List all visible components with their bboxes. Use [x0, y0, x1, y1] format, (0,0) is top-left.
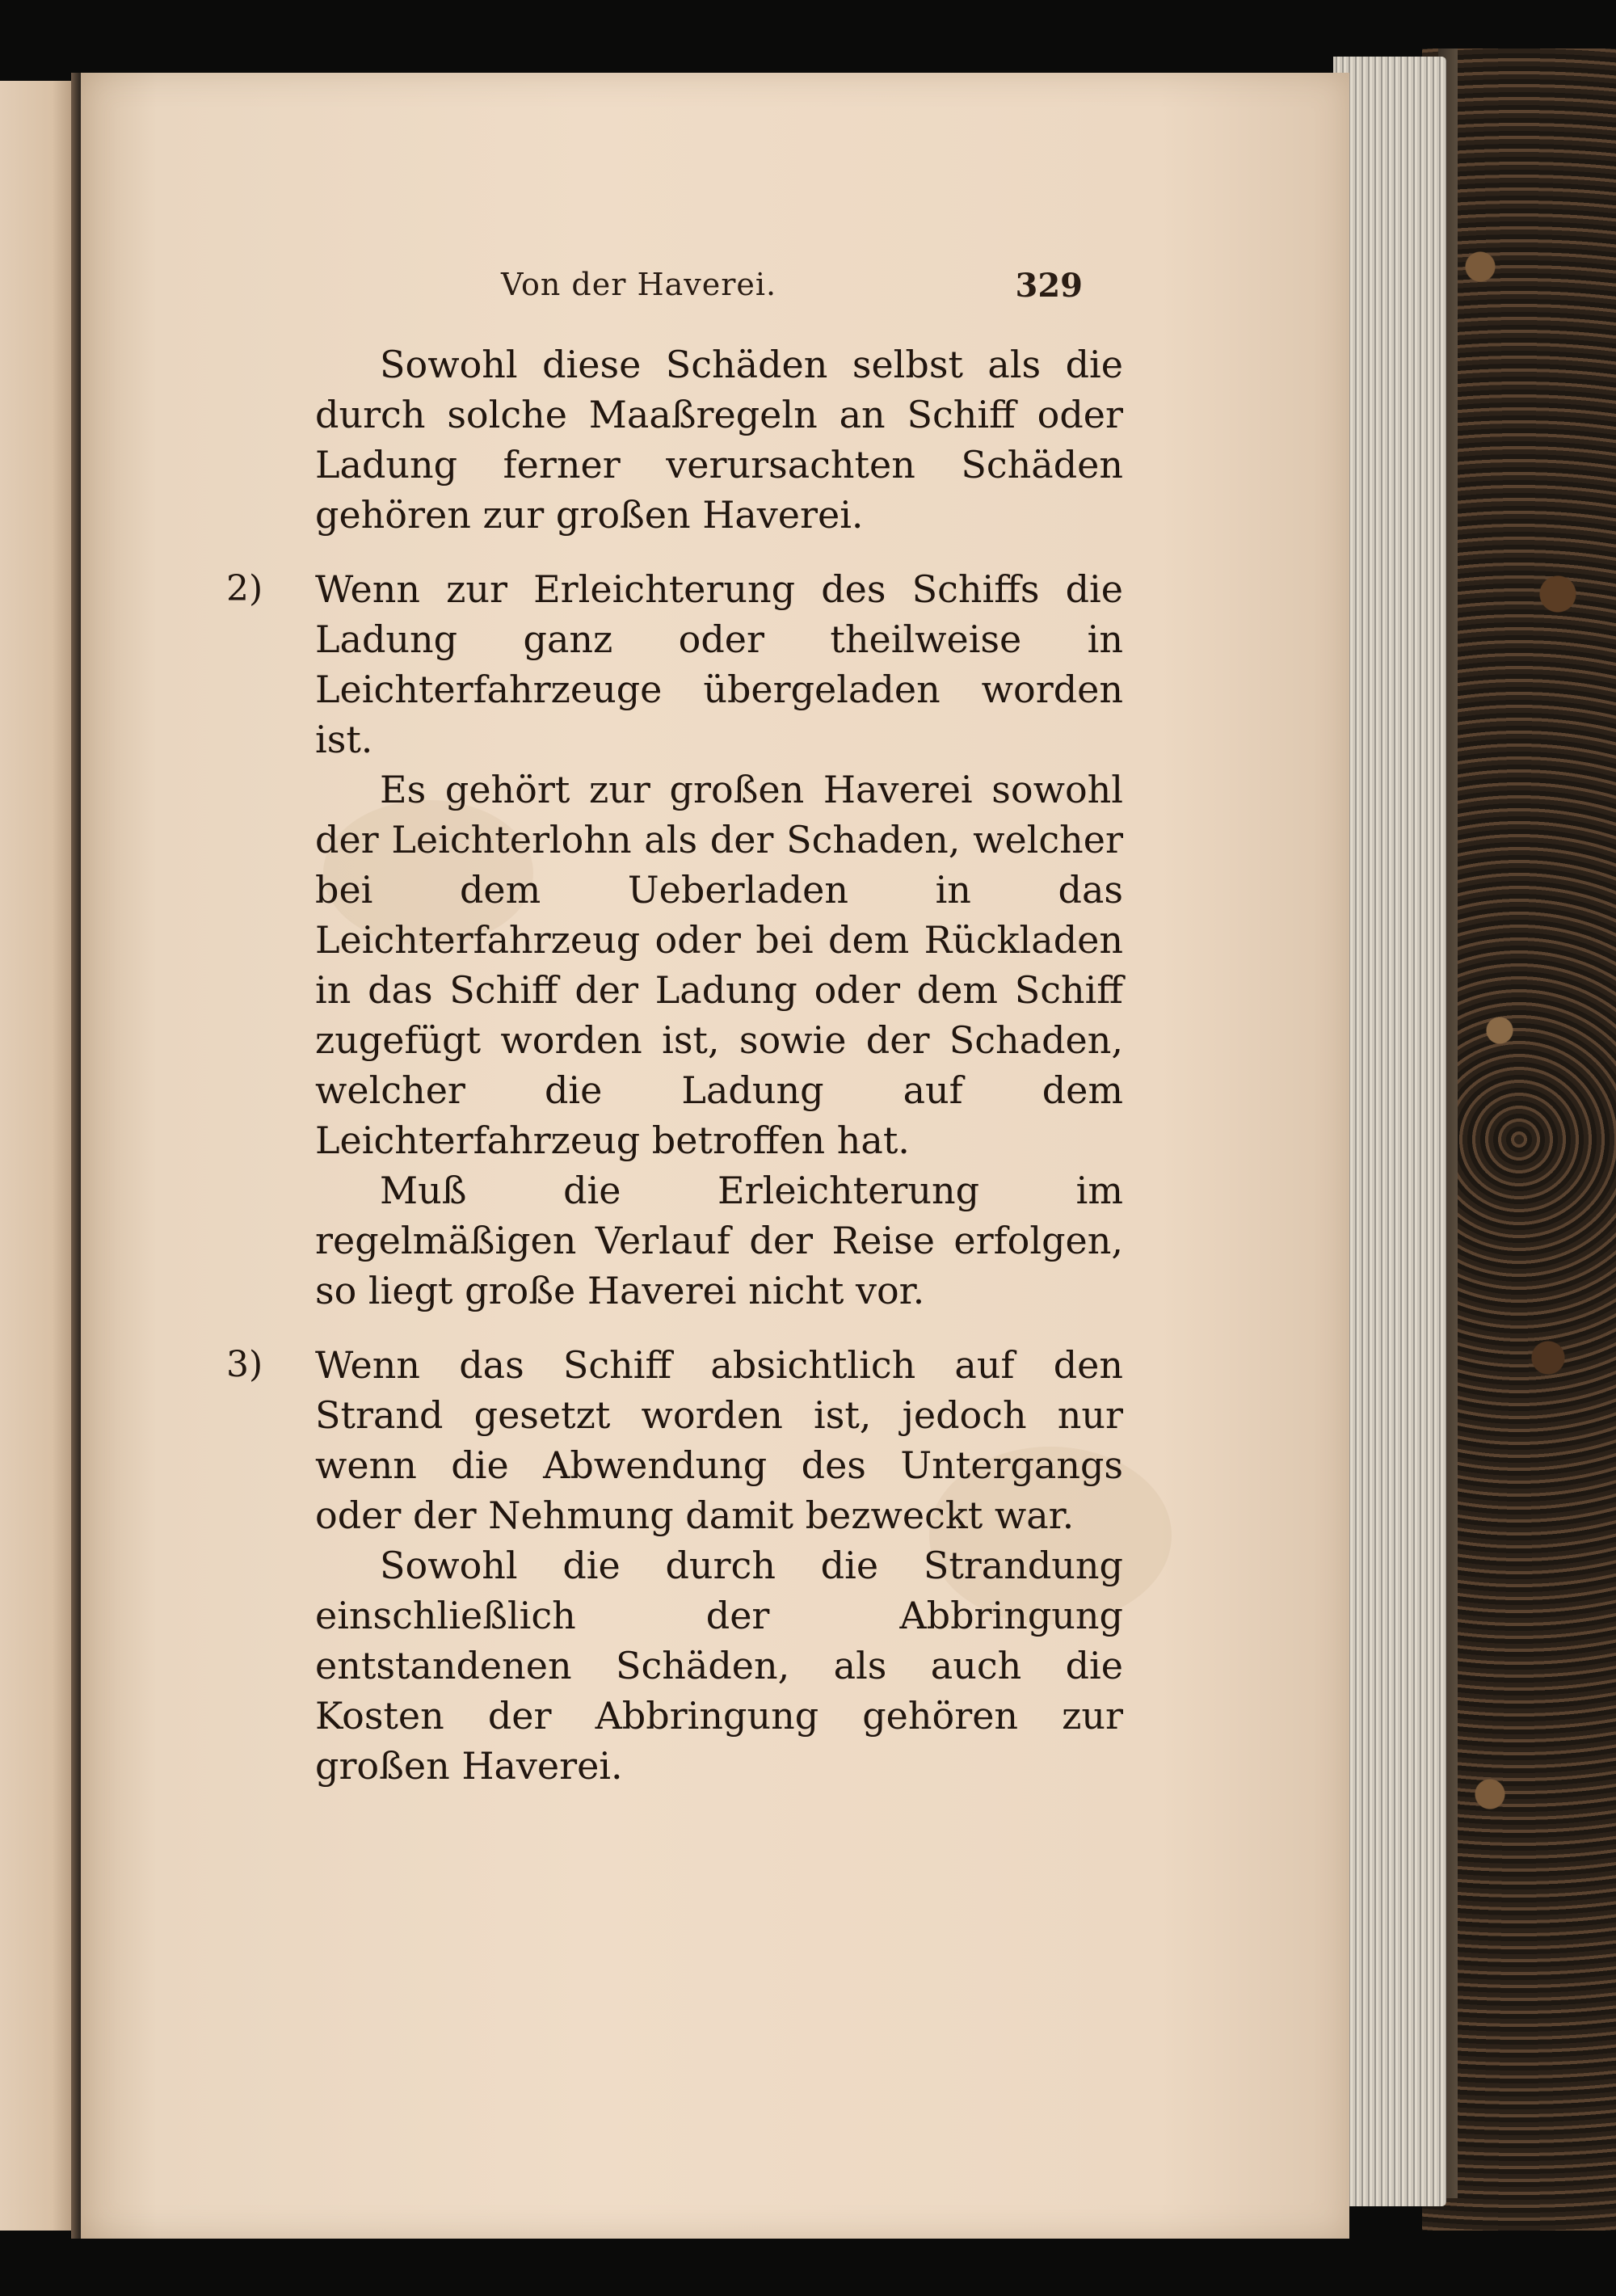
left-facing-page — [0, 81, 74, 2231]
page-block-edge — [1333, 57, 1446, 2206]
body-paragraph: Sowohl die durch die Strandung einschließlich der Abbringung entstandenen Schäden, als auch die Kosten der Abbringung gehören zur großen Haverei. — [315, 1544, 1123, 1788]
list-item — [226, 564, 1123, 1316]
body-paragraph: Es gehört zur großen Haverei sowohl der Leichterlohn als der Schaden, welcher bei dem Ueberladen in das Leichterfahrzeug oder bei dem Rückladen in das Schiff der Ladung oder dem Schiff zugefügt worden ist, sowie der Schaden, welcher die Ladung auf dem Leichterfahrzeug betroffen hat. — [315, 768, 1123, 1162]
running-head-title: Von der Haverei. — [501, 267, 777, 302]
item-text: Wenn zur Erleichterung des Schiffs die Ladung ganz oder theilweise in Leichterfahrzeuge übergeladen worden ist. — [315, 567, 1123, 761]
page-body — [226, 339, 1123, 1791]
item-number: 3) — [226, 1344, 263, 1385]
running-head — [501, 259, 1083, 315]
page-number: 329 — [1015, 267, 1083, 305]
item-number: 2) — [226, 568, 263, 609]
item-text: Wenn das Schiff absichtlich auf den Strand gesetzt worden ist, jedoch nur wenn die Abwendung des Untergangs oder der Nehmung damit bezweckt war. — [315, 1343, 1123, 1537]
body-paragraph: Sowohl diese Schäden selbst als die durch solche Maaßregeln an Schiff oder Ladung ferner verursachten Schäden gehören zur großen Haverei. — [315, 343, 1123, 537]
list-item — [226, 1340, 1123, 1791]
body-paragraph: Muß die Erleichterung im regelmäßigen Verlauf der Reise erfolgen, so liegt große Haverei nicht vor. — [315, 1169, 1123, 1312]
